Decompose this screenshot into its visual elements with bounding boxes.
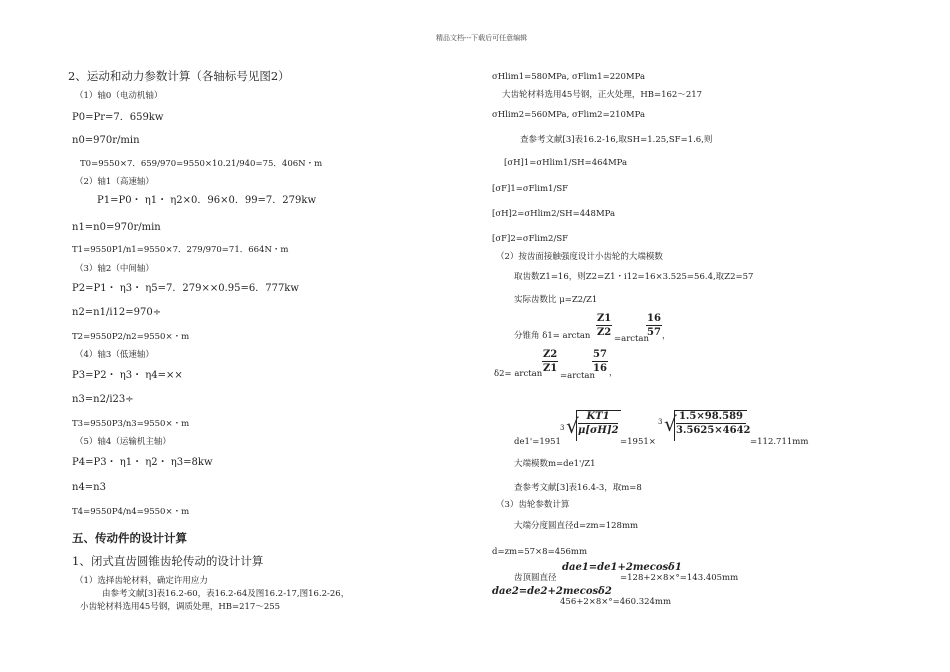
allowable-sigma-f2: [σF]2=σFlim2/SF — [492, 234, 569, 244]
times-text: =1951× — [620, 437, 656, 447]
fraction-denominator: μ[σH]2 — [578, 425, 619, 436]
gear-params-heading: （3）齿轮参数计算 — [496, 500, 570, 510]
material-reference: 由参考文献[3]表16.2-60，表16.2-64及图16.2-17,图16.2-26， — [102, 589, 350, 599]
n0-formula: n0=970r/min — [72, 135, 140, 146]
tooth-number: 取齿数Z1=16，则Z2=Z1・i12=16×3.525=56.4,取Z2=57 — [514, 272, 754, 282]
root-index: 3 — [658, 418, 663, 426]
de1-result: =112.711mm — [750, 437, 809, 447]
fraction-denominator: 3.5625×4642 — [676, 425, 751, 436]
material-heading: （1）选择齿轮材料，确定许用应力 — [75, 576, 208, 586]
contact-strength-heading: （2）按齿面接触强度设计小齿轮的大端模数 — [496, 252, 663, 262]
stress-limits-1: σHlim1=580MPa, σFlim1=220MPa — [492, 72, 646, 82]
section-heading-motion-params: 2、运动和动力参数计算（各轴标号见图2） — [68, 69, 290, 83]
n1-formula: n1=n0=970r/min — [72, 222, 161, 233]
gear-ratio: 实际齿数比 μ=Z2/Z1 — [514, 295, 598, 305]
p0-formula: P0=Pr=7．659kw — [72, 112, 164, 123]
fraction-numerator: 57 — [593, 349, 607, 360]
arctan-text: =arctan — [560, 371, 595, 381]
cone-angle-1-label: 分锥角 δ1= arctan — [514, 331, 591, 341]
page-header: 精品文档---下载后可任意编辑 — [436, 34, 528, 42]
de1-label: de1'=1951 — [514, 437, 561, 447]
pitch-diameter-1: 大端分度圆直径d=zm=128mm — [514, 521, 639, 531]
p3-formula: P3=P2・ η3・ η4=×× — [72, 370, 183, 381]
safety-factors: 查参考文献[3]表16.2-16,取SH=1.25,SF=1.6,则 — [520, 135, 713, 145]
t3-formula: T3=9550P3/n3=9550×・m — [72, 419, 190, 429]
cube-root-numeric — [658, 408, 751, 444]
t2-formula: T2=9550P2/n2=9550×・m — [72, 332, 190, 342]
tip-diameter-formula-1: dae1=de1+2mecosδ1 — [562, 562, 682, 573]
tip-diameter-result-2: 456+2×8×°=460.324mm — [560, 597, 672, 607]
comma: ， — [662, 331, 671, 341]
p2-formula: P2=P1・ η3・ η5=7．279××0.95=6．777kw — [72, 283, 299, 294]
tip-diameter-result-1: =128+2×8×°=143.405mm — [620, 573, 739, 583]
shaft1-heading: （2）轴1（高速轴） — [75, 177, 154, 187]
t1-formula: T1=9550P1/n1=9550×7．279/970=71．664N・m — [72, 245, 289, 255]
large-gear-material: 大齿轮材料选用45号钢，正火处理，HB=162～217 — [502, 90, 703, 100]
fraction-numerator: 16 — [647, 313, 661, 324]
tip-diameter-formula-2: dae2=de2+2mecosδ2 — [492, 586, 612, 597]
root-index: 3 — [560, 424, 565, 432]
pitch-diameter-2: d=zm=57×8=456mm — [492, 547, 588, 557]
fraction-kt1 — [578, 411, 618, 436]
allowable-sigma-h2: [σH]2=σHlim2/SH=448MPa — [492, 209, 616, 219]
radical-sign: √ — [566, 414, 579, 438]
n2-formula: n2=n1/i12=970÷ — [72, 307, 162, 318]
cube-root-symbolic — [560, 408, 620, 444]
fraction-z1-z2 — [596, 313, 612, 338]
fraction-numeric — [676, 411, 751, 436]
module-reference: 查参考文献[3]表16.4-3，取m=8 — [514, 483, 642, 493]
fraction-denominator: 16 — [593, 363, 607, 374]
small-gear-material: 小齿轮材料选用45号钢，调质处理，HB=217～255 — [80, 602, 281, 612]
p4-formula: P4=P3・ η1・ η2・ η3=8kw — [72, 457, 213, 468]
stress-limits-2: σHlim2=560MPa, σFlim2=210MPa — [492, 110, 646, 120]
t4-formula: T4=9550P4/n4=9550×・m — [72, 507, 190, 517]
fraction-numerator: 1.5×98.589 — [676, 411, 746, 424]
fraction-57-16 — [592, 349, 608, 374]
chapter-heading: 五、传动件的设计计算 — [72, 531, 187, 545]
fraction-denominator: Z2 — [597, 327, 612, 338]
subsection-heading: 1、闭式直齿圆锥齿轮传动的设计计算 — [72, 554, 264, 568]
n4-formula: n4=n3 — [72, 482, 106, 493]
shaft4-heading: （5）轴4（运输机主轴） — [75, 437, 171, 447]
fraction-numerator: Z2 — [543, 349, 558, 360]
fraction-numerator: Z1 — [597, 313, 612, 324]
allowable-sigma-f1: [σF]1=σFlim1/SF — [492, 184, 569, 194]
comma: ， — [609, 368, 618, 378]
p1-formula: P1=P0・ η1・ η2×0．96×0．99=7．279kw — [97, 195, 317, 206]
fraction-denominator: Z1 — [543, 363, 558, 374]
fraction-numerator: KT1 — [578, 411, 618, 424]
t0-formula: T0=9550×7．659/970=9550×10.21/940=75．406N・m — [80, 159, 323, 169]
fraction-z2-z1 — [542, 349, 558, 374]
allowable-sigma-h1: [σH]1=σHlim1/SH=464MPa — [504, 158, 628, 168]
shaft0-heading: （1）轴0（电动机轴） — [75, 91, 163, 101]
n3-formula: n3=n2/i23÷ — [72, 394, 134, 405]
fraction-16-57 — [646, 313, 662, 338]
shaft2-heading: （3）轴2（中间轴） — [75, 264, 154, 274]
module-formula: 大端模数m=de1'/Z1 — [514, 459, 596, 469]
cone-angle-2-label: δ2= arctan — [494, 369, 543, 379]
tip-diameter-label: 齿顶圆直径 — [514, 573, 557, 583]
shaft3-heading: （4）轴3（低速轴） — [75, 350, 154, 360]
radical-sign: √ — [664, 412, 677, 436]
arctan-text: =arctan — [614, 334, 649, 344]
fraction-denominator: 57 — [647, 327, 661, 338]
